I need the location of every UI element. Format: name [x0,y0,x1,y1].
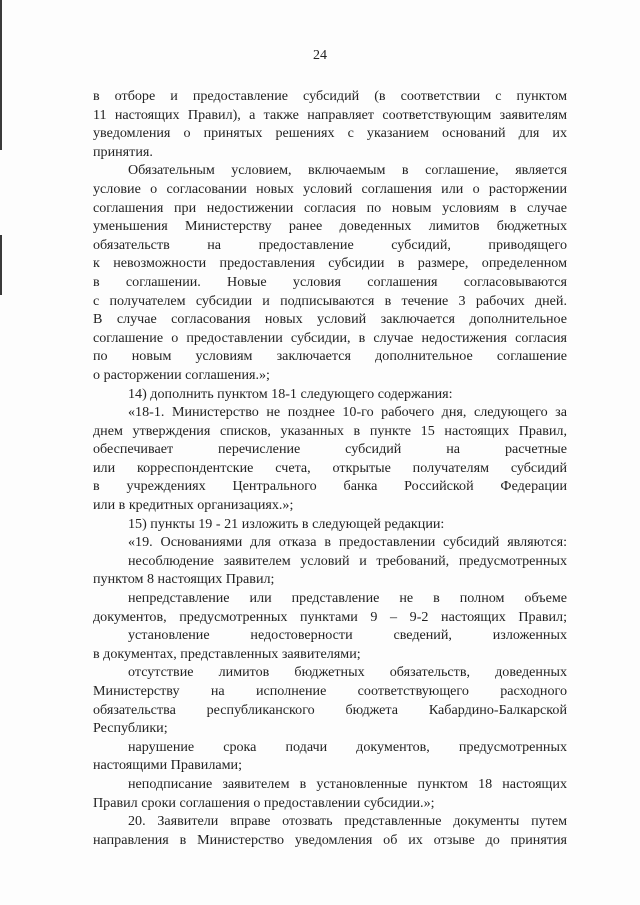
text-line: «18-1. Министерство не позднее 10-го рабочего дня, следующего за [128,404,567,421]
text-line: В случае согласования новых условий заключается дополнительное [93,311,567,328]
page-number: 24 [313,48,327,63]
text-line: 15) пункты 19 - 21 изложить в следующей редакции: [128,515,445,532]
text-line: в учреждениях Центрального банка Российской Федерации [93,478,567,495]
text-line: к невозможности предоставления субсидии в размере, определенном [93,255,567,272]
text-line: пунктом 8 настоящих Правил; [93,571,275,588]
text-line: о расторжении соглашения.»; [93,366,270,383]
document-body [93,87,567,849]
text-line: условие о согласовании новых условий соглашения или о расторжении [93,180,567,197]
text-line: нарушение срока подачи документов, предусмотренных [128,738,567,755]
text-line: Республики; [93,720,168,737]
text-line: 11 настоящих Правил), а также направляет соответствующим заявителям [93,106,567,123]
text-line: установление недостоверности сведений, изложенных [128,627,567,644]
text-line: в документах, представленных заявителями; [93,645,361,662]
text-line: настоящими Правилами; [93,757,243,774]
left-margin-mark-lower [0,235,2,295]
text-line: принятия. [93,143,153,160]
text-line: уменьшения Министерству ранее доведенных лимитов бюджетных [93,218,567,235]
text-line: обеспечивает перечисление субсидий на расчетные [93,441,567,458]
text-line: или корреспондентские счета, открытые получателям субсидий [93,459,567,476]
text-line: несоблюдение заявителем условий и требований, предусмотренных [128,552,567,569]
text-line: соглашения при недостижении согласия по новым условиям в случае [93,199,567,216]
text-line: по новым условиям заключается дополнительное соглашение [93,348,567,365]
text-line: или в кредитных организациях.»; [93,497,294,514]
text-line: документов, предусмотренных пунктами 9 – 9-2 настоящих Правил; [93,608,567,625]
text-line: отсутствие лимитов бюджетных обязательств, доведенных [128,664,567,681]
text-line: соглашение о предоставлении субсидии, в случае недостижения согласия [93,329,567,346]
text-line: Правил сроки соглашения о предоставлении субсидии.»; [93,794,435,811]
text-line: уведомления о принятых решениях с указанием оснований для их [93,125,567,142]
text-line: 20. Заявители вправе отозвать представленные документы путем [128,813,567,830]
text-line: в соглашении. Новые условия соглашения согласовываются [93,273,567,290]
text-line: обязательств на предоставление субсидий, приводящего [93,236,567,253]
text-line: днем утверждения списков, указанных в пункте 15 настоящих Правил, [93,422,567,439]
text-line: обязательства республиканского бюджета Кабардино-Балкарской [93,701,567,718]
text-line: непредставление или представление не в полном объеме [128,590,567,607]
text-line: с получателем субсидии и подписываются в течение 3 рабочих дней. [93,292,567,309]
text-line: Министерству на исполнение соответствующего расходного [93,683,567,699]
text-line: 14) дополнить пунктом 18-1 следующего содержания: [128,385,453,402]
text-line: в отборе и предоставление субсидий (в соответствии с пунктом [93,88,567,104]
left-margin-mark [0,0,2,150]
text-line: неподписание заявителем в установленные пунктом 18 настоящих [128,775,567,792]
text-line: «19. Основаниями для отказа в предоставлении субсидий являются: [128,534,567,551]
text-line: направления в Министерство уведомления об их отзыве до принятия [93,831,567,848]
text-line: Обязательным условием, включаемым в соглашение, является [128,162,567,179]
